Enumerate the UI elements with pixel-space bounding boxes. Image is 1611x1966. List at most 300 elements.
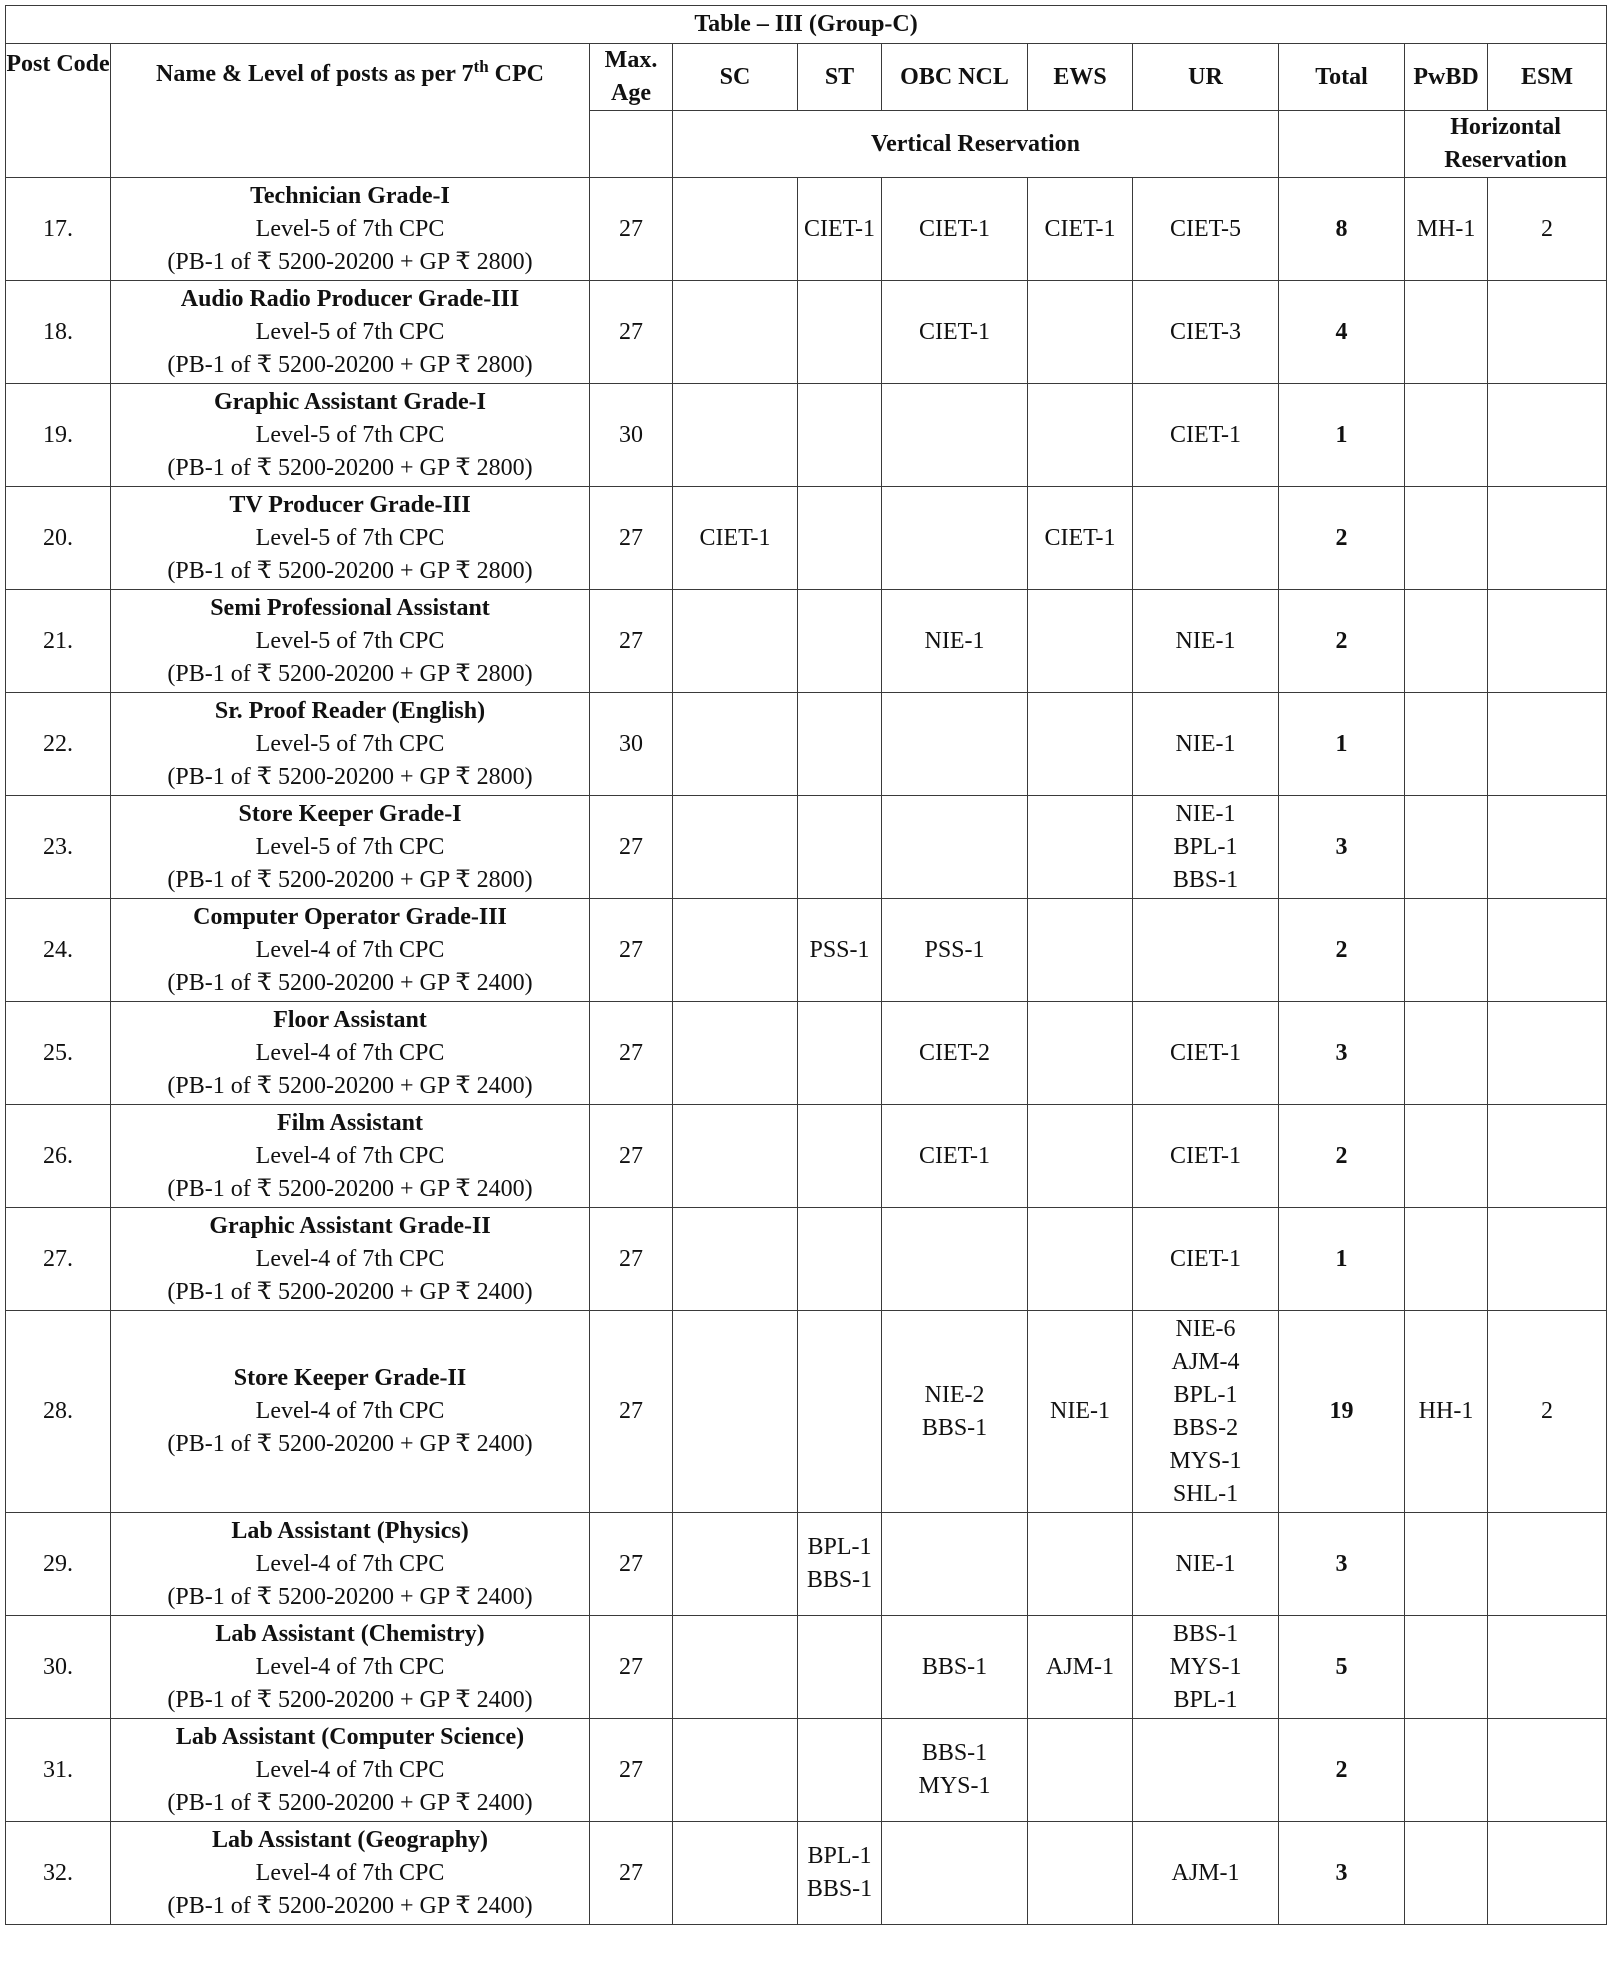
post-code: 32. [6, 1822, 111, 1925]
reservation-ur [1133, 590, 1279, 693]
reservation-entry: PSS-1 [809, 936, 870, 963]
pwbd-reservation [1405, 1002, 1488, 1105]
post-pay-scale: (PB-1 of ₹ 5200-20200 + GP ₹ 2800) [167, 557, 533, 584]
reservation-entry: BBS-1 [806, 1567, 873, 1593]
post-name: TV Producer Grade-III [229, 491, 471, 518]
reservation-entry: CIET-3 [1169, 318, 1242, 345]
header-esm: ESM [1488, 44, 1607, 111]
total-posts: 2 [1279, 1719, 1405, 1822]
post-pay-scale: (PB-1 of ₹ 5200-20200 + GP ₹ 2400) [167, 1431, 533, 1457]
reservation-obc [882, 1208, 1028, 1311]
esm-reservation [1488, 1822, 1607, 1925]
reservation-entry: CIET-1 [918, 1142, 991, 1169]
reservation-entry: MYS-1 [1169, 1447, 1242, 1474]
reservation-entry: BBS-1 [921, 1414, 988, 1441]
post-name-cell [111, 1719, 590, 1822]
reservation-ur [1133, 1513, 1279, 1616]
post-level: Level-4 of 7th CPC [255, 1653, 445, 1680]
reservation-entry: NIE-1 [1175, 730, 1236, 757]
reservation-entry: BPL-1 [1173, 1381, 1238, 1408]
reservation-entry: CIET-1 [918, 215, 991, 242]
table-row [6, 1822, 1607, 1925]
esm-reservation [1488, 384, 1607, 487]
post-name: Sr. Proof Reader (English) [214, 697, 486, 724]
post-level: Level-5 of 7th CPC [255, 215, 445, 242]
reservation-entry: BBS-2 [1172, 1414, 1239, 1441]
esm-reservation [1488, 590, 1607, 693]
max-age: 30 [590, 693, 673, 796]
reservation-entry: AJM-1 [1171, 1859, 1240, 1886]
total-posts: 4 [1279, 281, 1405, 384]
post-level: Level-4 of 7th CPC [255, 1398, 445, 1424]
reservation-st [798, 178, 882, 281]
reservation-entry: CIET-1 [803, 215, 876, 242]
max-age: 30 [590, 384, 673, 487]
reservation-obc [882, 1719, 1028, 1822]
post-name-cell [111, 1208, 590, 1311]
post-level: Level-5 of 7th CPC [255, 833, 445, 860]
reservation-entry: CIET-2 [918, 1039, 991, 1066]
reservation-ews [1028, 178, 1133, 281]
total-posts: 2 [1279, 1105, 1405, 1208]
reservation-entry: CIET-5 [1169, 215, 1242, 242]
reservation-entry: BBS-1 [921, 1740, 988, 1766]
header-post-code: Post Code [6, 44, 111, 178]
table-row [6, 281, 1607, 384]
reservation-st [798, 487, 882, 590]
reservation-st [798, 1513, 882, 1616]
post-name: Audio Radio Producer Grade-III [180, 285, 520, 312]
reservation-sc [673, 1822, 798, 1925]
reservation-st [798, 1002, 882, 1105]
max-age: 27 [590, 1311, 673, 1513]
post-code: 26. [6, 1105, 111, 1208]
table-row [6, 384, 1607, 487]
reservation-st [798, 693, 882, 796]
total-posts: 2 [1279, 590, 1405, 693]
reservation-ews [1028, 590, 1133, 693]
pwbd-reservation: HH-1 [1405, 1311, 1488, 1513]
reservation-entry: NIE-6 [1175, 1315, 1236, 1342]
post-name: Lab Assistant (Computer Science) [175, 1723, 525, 1750]
header-vertical-reservation: Vertical Reservation [673, 111, 1279, 178]
post-pay-scale: (PB-1 of ₹ 5200-20200 + GP ₹ 2400) [167, 1789, 533, 1816]
max-age: 27 [590, 1208, 673, 1311]
reservation-ews [1028, 1002, 1133, 1105]
pwbd-reservation [1405, 1208, 1488, 1311]
header-name-text: Name & Level of posts as per 7 [156, 61, 474, 87]
reservation-ur [1133, 1616, 1279, 1719]
header-name-suffix: CPC [488, 61, 544, 87]
reservation-entry: MYS-1 [918, 1773, 991, 1799]
post-code: 30. [6, 1616, 111, 1719]
post-name-cell [111, 384, 590, 487]
reservation-st [798, 796, 882, 899]
esm-reservation [1488, 1513, 1607, 1616]
total-posts: 2 [1279, 899, 1405, 1002]
reservation-sc [673, 1719, 798, 1822]
post-code: 24. [6, 899, 111, 1002]
post-code: 17. [6, 178, 111, 281]
reservation-sc [673, 1311, 798, 1513]
reservation-st [798, 590, 882, 693]
post-code: 23. [6, 796, 111, 899]
reservation-ur [1133, 1208, 1279, 1311]
reservation-entry: NIE-1 [924, 627, 985, 654]
post-code: 29. [6, 1513, 111, 1616]
total-posts: 1 [1279, 1208, 1405, 1311]
post-pay-scale: (PB-1 of ₹ 5200-20200 + GP ₹ 2800) [167, 660, 533, 687]
post-level: Level-5 of 7th CPC [255, 421, 445, 448]
header-pwbd: PwBD [1405, 44, 1488, 111]
header-total: Total [1279, 44, 1405, 111]
table-row [6, 693, 1607, 796]
esm-reservation [1488, 1208, 1607, 1311]
post-level: Level-4 of 7th CPC [255, 1245, 445, 1272]
reservation-ews [1028, 796, 1133, 899]
reservation-ews [1028, 1105, 1133, 1208]
reservation-ews [1028, 1513, 1133, 1616]
reservation-obc [882, 281, 1028, 384]
post-code: 27. [6, 1208, 111, 1311]
reservation-entry: CIET-1 [1169, 1142, 1242, 1169]
reservation-ur [1133, 178, 1279, 281]
reservation-entry: BBS-1 [1172, 866, 1239, 893]
reservation-sc [673, 1616, 798, 1719]
post-pay-scale: (PB-1 of ₹ 5200-20200 + GP ₹ 2400) [167, 969, 533, 996]
max-age: 27 [590, 1719, 673, 1822]
reservation-obc [882, 1002, 1028, 1105]
reservation-obc [882, 1105, 1028, 1208]
reservation-st [798, 281, 882, 384]
header-ur: UR [1133, 44, 1279, 111]
pwbd-reservation [1405, 590, 1488, 693]
reservation-entry: AJM-4 [1171, 1348, 1240, 1375]
post-name-cell [111, 590, 590, 693]
table-row [6, 487, 1607, 590]
post-level: Level-4 of 7th CPC [255, 1142, 445, 1169]
reservation-sc [673, 590, 798, 693]
post-pay-scale: (PB-1 of ₹ 5200-20200 + GP ₹ 2400) [167, 1892, 533, 1919]
reservation-entry: BPL-1 [1173, 833, 1238, 860]
post-name: Store Keeper Grade-II [233, 1365, 467, 1391]
max-age: 27 [590, 1105, 673, 1208]
reservation-ur [1133, 487, 1279, 590]
reservation-st [798, 384, 882, 487]
post-code: 21. [6, 590, 111, 693]
total-posts: 8 [1279, 178, 1405, 281]
total-posts: 3 [1279, 1002, 1405, 1105]
reservation-entry: CIET-1 [1044, 215, 1116, 242]
post-pay-scale: (PB-1 of ₹ 5200-20200 + GP ₹ 2400) [167, 1686, 533, 1713]
reservation-ur [1133, 384, 1279, 487]
total-posts: 5 [1279, 1616, 1405, 1719]
reservation-entry: CIET-1 [699, 524, 771, 551]
post-name-cell [111, 1616, 590, 1719]
reservation-entry: NIE-1 [1050, 1398, 1110, 1424]
esm-reservation [1488, 1719, 1607, 1822]
table-title: Table – III (Group-C) [6, 6, 1607, 44]
total-posts: 1 [1279, 693, 1405, 796]
post-code: 18. [6, 281, 111, 384]
table-body [6, 178, 1607, 1925]
reservation-ews [1028, 1616, 1133, 1719]
header-st: ST [798, 44, 882, 111]
post-pay-scale: (PB-1 of ₹ 5200-20200 + GP ₹ 2400) [167, 1583, 533, 1610]
reservation-ur [1133, 1105, 1279, 1208]
header-name-sup: th [473, 57, 489, 76]
post-code: 31. [6, 1719, 111, 1822]
post-level: Level-4 of 7th CPC [255, 1039, 445, 1066]
pwbd-reservation [1405, 281, 1488, 384]
max-age: 27 [590, 590, 673, 693]
total-posts: 19 [1279, 1311, 1405, 1513]
reservation-sc [673, 487, 798, 590]
post-name-cell [111, 1002, 590, 1105]
reservation-entry: BBS-1 [1172, 1620, 1239, 1647]
esm-reservation [1488, 1002, 1607, 1105]
esm-reservation: 2 [1488, 178, 1607, 281]
reservation-ews [1028, 1719, 1133, 1822]
max-age: 27 [590, 281, 673, 384]
table-row [6, 899, 1607, 1002]
reservation-sc [673, 281, 798, 384]
post-pay-scale: (PB-1 of ₹ 5200-20200 + GP ₹ 2400) [167, 1072, 533, 1099]
reservation-entry: CIET-1 [1169, 1039, 1242, 1066]
table-row [6, 590, 1607, 693]
esm-reservation [1488, 1616, 1607, 1719]
reservation-sc [673, 1513, 798, 1616]
reservation-obc [882, 1311, 1028, 1513]
table-row [6, 1311, 1607, 1513]
reservation-ur [1133, 1002, 1279, 1105]
post-level: Level-4 of 7th CPC [255, 1859, 445, 1886]
post-name: Semi Professional Assistant [210, 594, 490, 621]
reservation-st [798, 1616, 882, 1719]
reservation-sc [673, 796, 798, 899]
post-name-cell [111, 1311, 590, 1513]
post-pay-scale: (PB-1 of ₹ 5200-20200 + GP ₹ 2400) [167, 1175, 533, 1202]
post-name-cell [111, 178, 590, 281]
pwbd-reservation: MH-1 [1405, 178, 1488, 281]
reservation-ews [1028, 384, 1133, 487]
reservation-sc [673, 178, 798, 281]
reservation-entry: MYS-1 [1169, 1653, 1242, 1680]
esm-reservation [1488, 1105, 1607, 1208]
reservation-ews [1028, 487, 1133, 590]
esm-reservation [1488, 796, 1607, 899]
reservation-obc [882, 487, 1028, 590]
post-pay-scale: (PB-1 of ₹ 5200-20200 + GP ₹ 2800) [167, 866, 533, 893]
reservation-entry: CIET-1 [1169, 421, 1242, 448]
post-level: Level-5 of 7th CPC [255, 318, 445, 345]
max-age: 27 [590, 1616, 673, 1719]
reservation-obc [882, 1616, 1028, 1719]
max-age: 27 [590, 796, 673, 899]
reservation-entry: BPL-1 [807, 1534, 872, 1560]
post-name: Lab Assistant (Physics) [231, 1517, 469, 1544]
post-level: Level-4 of 7th CPC [255, 1756, 445, 1783]
post-pay-scale: (PB-1 of ₹ 5200-20200 + GP ₹ 2400) [167, 1278, 533, 1305]
reservation-ews [1028, 281, 1133, 384]
post-code: 20. [6, 487, 111, 590]
reservation-entry: CIET-1 [1169, 1245, 1242, 1272]
post-name-cell [111, 693, 590, 796]
table-row [6, 796, 1607, 899]
post-name: Graphic Assistant Grade-II [209, 1212, 491, 1239]
reservation-table [5, 5, 1607, 1925]
reservation-st [798, 1208, 882, 1311]
reservation-entry: BPL-1 [807, 1843, 872, 1869]
reservation-ews [1028, 1311, 1133, 1513]
table-row [6, 1208, 1607, 1311]
header-max-age-blank [590, 111, 673, 178]
post-name: Graphic Assistant Grade-I [213, 388, 486, 415]
reservation-entry: BBS-1 [921, 1653, 988, 1680]
table-row [6, 1513, 1607, 1616]
reservation-ur [1133, 899, 1279, 1002]
post-name: Technician Grade-I [250, 182, 450, 209]
esm-reservation: 2 [1488, 1311, 1607, 1513]
max-age: 27 [590, 487, 673, 590]
post-name-cell [111, 899, 590, 1002]
reservation-ews [1028, 1208, 1133, 1311]
header-max-age: Max. Age [590, 44, 673, 111]
reservation-entry: PSS-1 [924, 936, 985, 963]
reservation-obc [882, 590, 1028, 693]
pwbd-reservation [1405, 1105, 1488, 1208]
esm-reservation [1488, 487, 1607, 590]
post-code: 22. [6, 693, 111, 796]
reservation-ews [1028, 693, 1133, 796]
reservation-entry: BPL-1 [1173, 1686, 1238, 1713]
max-age: 27 [590, 1513, 673, 1616]
post-code: 25. [6, 1002, 111, 1105]
reservation-ur [1133, 693, 1279, 796]
max-age: 27 [590, 178, 673, 281]
post-level: Level-5 of 7th CPC [255, 730, 445, 757]
post-name: Computer Operator Grade-III [193, 903, 507, 930]
reservation-st [798, 1311, 882, 1513]
reservation-sc [673, 1208, 798, 1311]
header-name-level [111, 44, 590, 178]
pwbd-reservation [1405, 796, 1488, 899]
post-name: Floor Assistant [273, 1006, 427, 1033]
post-code: 19. [6, 384, 111, 487]
reservation-st [798, 1105, 882, 1208]
pwbd-reservation [1405, 384, 1488, 487]
total-posts: 3 [1279, 1513, 1405, 1616]
post-pay-scale: (PB-1 of ₹ 5200-20200 + GP ₹ 2800) [167, 351, 533, 378]
pwbd-reservation [1405, 1513, 1488, 1616]
post-pay-scale: (PB-1 of ₹ 5200-20200 + GP ₹ 2800) [167, 248, 533, 275]
reservation-sc [673, 1002, 798, 1105]
esm-reservation [1488, 899, 1607, 1002]
pwbd-reservation [1405, 1616, 1488, 1719]
reservation-obc [882, 1513, 1028, 1616]
reservation-sc [673, 1105, 798, 1208]
reservation-ews [1028, 899, 1133, 1002]
reservation-entry: NIE-1 [1175, 800, 1236, 827]
reservation-obc [882, 899, 1028, 1002]
reservation-ews [1028, 1822, 1133, 1925]
post-name: Store Keeper Grade-I [238, 800, 462, 827]
post-level: Level-5 of 7th CPC [255, 627, 445, 654]
post-name: Lab Assistant (Chemistry) [215, 1620, 485, 1647]
reservation-st [798, 1719, 882, 1822]
esm-reservation [1488, 693, 1607, 796]
max-age: 27 [590, 1822, 673, 1925]
reservation-sc [673, 899, 798, 1002]
pwbd-reservation [1405, 693, 1488, 796]
pwbd-reservation [1405, 1822, 1488, 1925]
post-level: Level-4 of 7th CPC [255, 1550, 445, 1577]
post-name-cell [111, 487, 590, 590]
total-posts: 3 [1279, 1822, 1405, 1925]
reservation-obc [882, 178, 1028, 281]
esm-reservation [1488, 281, 1607, 384]
pwbd-reservation [1405, 1719, 1488, 1822]
reservation-obc [882, 796, 1028, 899]
header-horizontal-reservation: Horizontal Reservation [1405, 111, 1607, 178]
post-name-cell [111, 1513, 590, 1616]
reservation-ur [1133, 796, 1279, 899]
reservation-ur [1133, 1719, 1279, 1822]
reservation-sc [673, 693, 798, 796]
reservation-entry: CIET-1 [1044, 524, 1116, 551]
post-name: Film Assistant [276, 1109, 423, 1136]
pwbd-reservation [1405, 899, 1488, 1002]
reservation-ur [1133, 1311, 1279, 1513]
header-total-blank [1279, 111, 1405, 178]
total-posts: 1 [1279, 384, 1405, 487]
reservation-st [798, 1822, 882, 1925]
reservation-entry: NIE-1 [1175, 627, 1236, 654]
post-pay-scale: (PB-1 of ₹ 5200-20200 + GP ₹ 2800) [167, 454, 533, 481]
reservation-entry: SHL-1 [1172, 1480, 1239, 1507]
table-row [6, 178, 1607, 281]
reservation-entry: CIET-1 [918, 318, 991, 345]
reservation-st [798, 899, 882, 1002]
reservation-entry: NIE-1 [1175, 1550, 1236, 1577]
post-level: Level-4 of 7th CPC [255, 936, 445, 963]
header-sc: SC [673, 44, 798, 111]
post-name-cell [111, 281, 590, 384]
total-posts: 3 [1279, 796, 1405, 899]
table-row [6, 1002, 1607, 1105]
reservation-ur [1133, 281, 1279, 384]
post-name-cell [111, 796, 590, 899]
post-code: 28. [6, 1311, 111, 1513]
reservation-obc [882, 693, 1028, 796]
max-age: 27 [590, 899, 673, 1002]
reservation-ur [1133, 1822, 1279, 1925]
reservation-entry: BBS-1 [806, 1876, 873, 1902]
max-age: 27 [590, 1002, 673, 1105]
total-posts: 2 [1279, 487, 1405, 590]
table-row [6, 1719, 1607, 1822]
post-name: Lab Assistant (Geography) [211, 1826, 489, 1853]
reservation-sc [673, 384, 798, 487]
header-ews: EWS [1028, 44, 1133, 111]
pwbd-reservation [1405, 487, 1488, 590]
post-pay-scale: (PB-1 of ₹ 5200-20200 + GP ₹ 2800) [167, 763, 533, 790]
post-level: Level-5 of 7th CPC [255, 524, 445, 551]
reservation-obc [882, 1822, 1028, 1925]
reservation-obc [882, 384, 1028, 487]
post-name-cell [111, 1105, 590, 1208]
reservation-entry: NIE-2 [924, 1381, 985, 1408]
